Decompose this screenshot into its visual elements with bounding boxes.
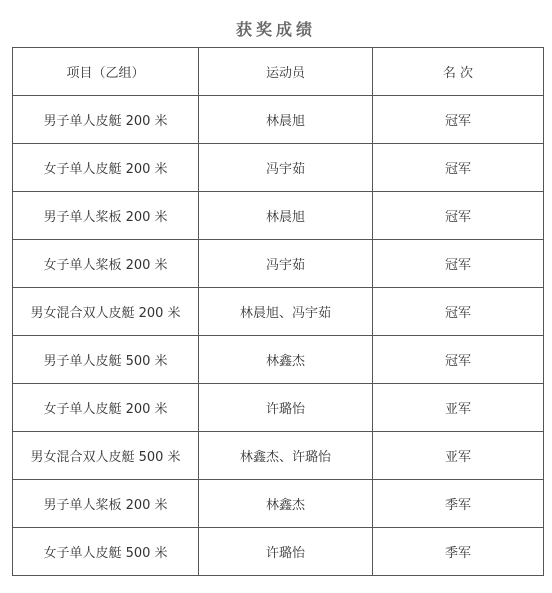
- event-cell: 男女混合双人皮艇 200 米: [13, 288, 199, 336]
- athlete-cell: 许璐怡: [199, 528, 373, 576]
- event-cell: 女子单人桨板 200 米: [13, 240, 199, 288]
- rank-cell: 冠军: [373, 192, 544, 240]
- event-cell: 女子单人皮艇 500 米: [13, 528, 199, 576]
- event-cell: 男子单人桨板 200 米: [13, 192, 199, 240]
- table-row: [13, 288, 544, 336]
- rank-cell: 季军: [373, 528, 544, 576]
- athlete-cell: 林晨旭: [199, 192, 373, 240]
- athlete-cell: 林晨旭、冯宇茹: [199, 288, 373, 336]
- column-header-event: 项目（乙组）: [13, 48, 199, 96]
- table-row: [13, 336, 544, 384]
- athlete-cell: 林鑫杰、许璐怡: [199, 432, 373, 480]
- athlete-cell: 林鑫杰: [199, 480, 373, 528]
- rank-cell: 冠军: [373, 288, 544, 336]
- rank-cell: 季军: [373, 480, 544, 528]
- rank-cell: 亚军: [373, 432, 544, 480]
- event-cell: 男子单人皮艇 200 米: [13, 96, 199, 144]
- page-title: 获奖成绩: [235, 20, 316, 39]
- table-row: [13, 384, 544, 432]
- column-header-rank: 名 次: [373, 48, 544, 96]
- table-header-row: [13, 48, 544, 96]
- rank-cell: 冠军: [373, 240, 544, 288]
- table-row: [13, 192, 544, 240]
- athlete-cell: 林鑫杰: [199, 336, 373, 384]
- athlete-cell: 冯宇茹: [199, 240, 373, 288]
- rank-cell: 冠军: [373, 144, 544, 192]
- rank-cell: 冠军: [373, 336, 544, 384]
- table-row: [13, 432, 544, 480]
- event-cell: 男女混合双人皮艇 500 米: [13, 432, 199, 480]
- athlete-cell: 林晨旭: [199, 96, 373, 144]
- rank-cell: 冠军: [373, 96, 544, 144]
- results-table: [12, 47, 544, 576]
- event-cell: 女子单人皮艇 200 米: [13, 384, 199, 432]
- athlete-cell: 许璐怡: [199, 384, 373, 432]
- event-cell: 男子单人皮艇 500 米: [13, 336, 199, 384]
- table-row: [13, 96, 544, 144]
- table-row: [13, 480, 544, 528]
- column-header-athlete: 运动员: [199, 48, 373, 96]
- rank-cell: 亚军: [373, 384, 544, 432]
- table-row: [13, 528, 544, 576]
- table-row: [13, 240, 544, 288]
- table-row: [13, 144, 544, 192]
- event-cell: 女子单人皮艇 200 米: [13, 144, 199, 192]
- athlete-cell: 冯宇茹: [199, 144, 373, 192]
- event-cell: 男子单人桨板 200 米: [13, 480, 199, 528]
